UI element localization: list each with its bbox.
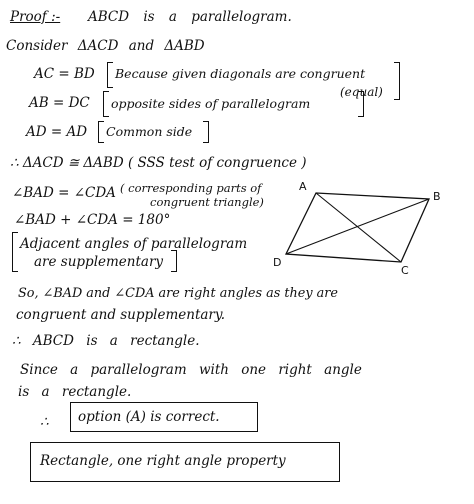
angle-equality: ∠BAD = ∠CDA (12, 185, 116, 201)
option-prefix: ∴ (40, 414, 49, 430)
since-line-2: is a rectangle. (18, 384, 132, 400)
angle-sum: ∠BAD + ∠CDA = 180° (14, 212, 171, 228)
option-answer: option (A) is correct. (78, 409, 220, 425)
property-text: Rectangle, one right angle property (40, 453, 286, 469)
angle-reason-continued: congruent triangle) (150, 195, 264, 209)
parallelogram-shape (286, 193, 429, 262)
so-line-1: So, ∠BAD and ∠CDA are right angles as they are (18, 286, 338, 301)
ac-reason: Because given diagonals are congruent (115, 66, 366, 81)
diagonal-ac (316, 193, 401, 262)
vertex-label-b: B (433, 190, 441, 203)
so-line-2: congruent and supplementary. (16, 307, 225, 323)
vertex-label-a: A (299, 180, 307, 193)
since-line-1: Since a parallelogram with one right angle (20, 362, 362, 378)
vertex-label-c: C (401, 264, 409, 277)
proof-heading: Proof :- (10, 9, 61, 25)
supp-reason: Adjacent angles of parallelogram (20, 236, 248, 252)
ac-reason-continued: (equal) (340, 85, 383, 99)
conclusion-line: ∴ ABCD is a rectangle. (12, 333, 200, 349)
vertex-label-d: D (273, 256, 282, 269)
congruence-statement: ∴ ΔACD ≅ ΔABD ( SSS test of congruence ) (10, 155, 307, 171)
ab-equation: AB = DC (29, 95, 90, 111)
ad-reason: Common side (106, 124, 193, 139)
ad-equation: AD = AD (26, 124, 88, 140)
consider-line: Consider ΔACD and ΔABD (6, 38, 205, 54)
ac-equation: AC = BD (34, 66, 95, 82)
supp-reason-continued: are supplementary (34, 254, 164, 270)
ab-reason: opposite sides of parallelogram (111, 96, 311, 111)
angle-reason: ( corresponding parts of (120, 181, 262, 195)
statement-text: ABCD is a parallelogram. (88, 9, 292, 25)
